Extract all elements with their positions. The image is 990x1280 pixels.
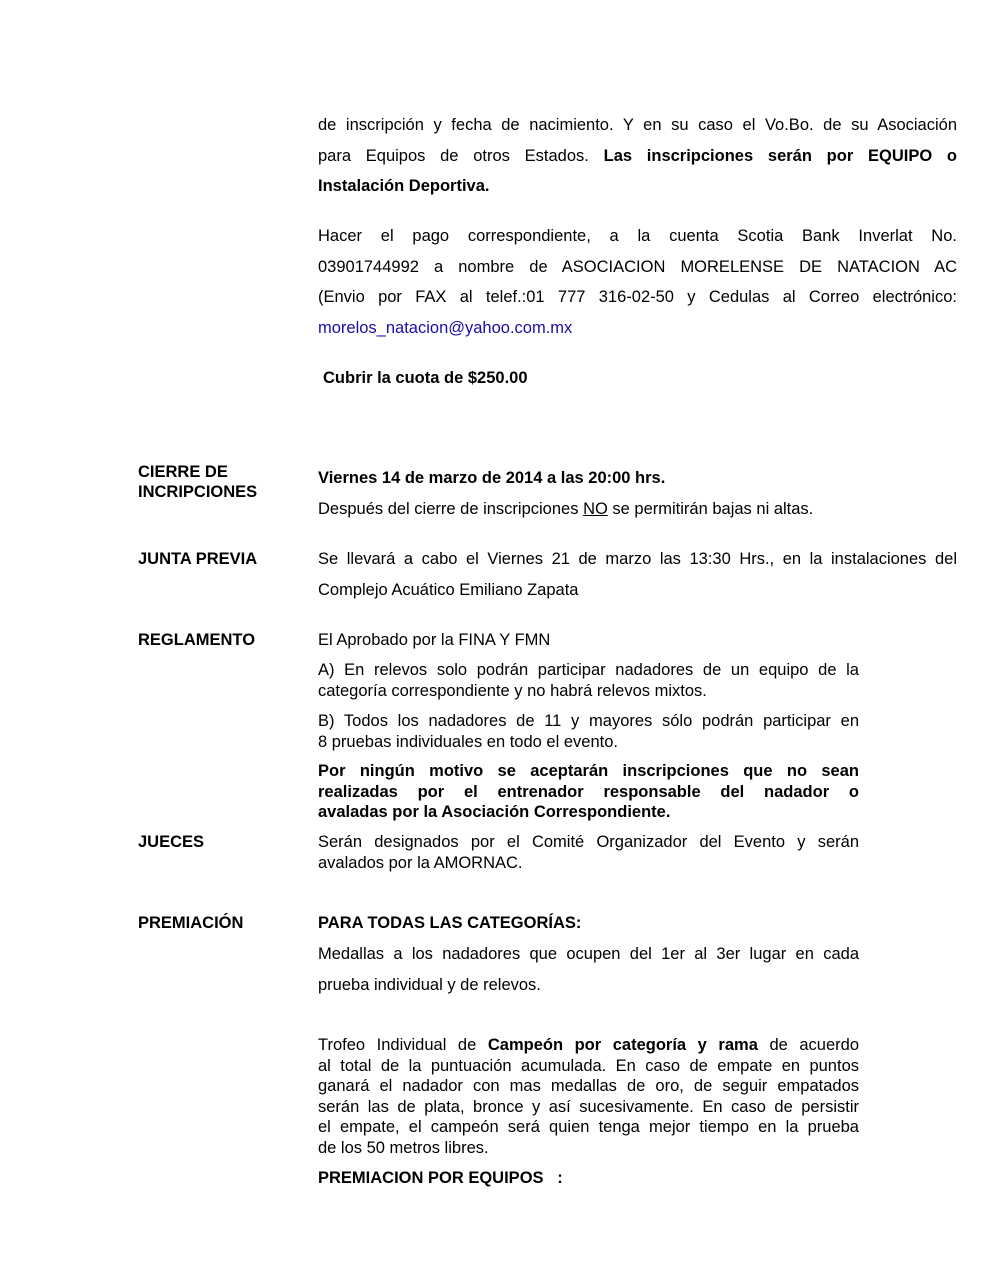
cierre-nota-underlined: NO (583, 500, 608, 518)
trofeo-line-3: ganará el nadador con mas medallas de oro, de seguir empatados (318, 1077, 859, 1095)
reglamento-b-line-1: B) Todos los nadadores de 11 y mayores sólo podrán participar en (318, 712, 859, 730)
cierre-label-line-1: CIERRE DE (138, 463, 228, 481)
medallas-paragraph (318, 939, 859, 1000)
reglamento-intro: El Aprobado por la FINA Y FMN (318, 631, 551, 649)
junta-label: JUNTA PREVIA (138, 550, 258, 568)
trofeo-bold: Campeón por categoría y rama (487, 1036, 758, 1054)
pago-line-1: Hacer el pago correspondiente, a la cuenta Scotia Bank Inverlat No. (318, 227, 957, 245)
reglamento-a-line-1: A) En relevos solo podrán participar nadadores de un equipo de la (318, 661, 859, 679)
jueces-paragraph (318, 832, 859, 873)
medallas-line-1: Medallas a los nadadores que ocupen del 1er al 3er lugar en cada (318, 945, 859, 963)
premiacion-equipos-heading: PREMIACION POR EQUIPOS : (318, 1169, 563, 1187)
junta-paragraph (318, 544, 957, 605)
trofeo-suffix: de acuerdo (769, 1036, 860, 1054)
reglamento-c-line-3: avaladas por la Asociación Correspondiente. (318, 803, 671, 821)
cierre-nota (318, 499, 813, 519)
medallas-line-2: prueba individual y de relevos. (318, 975, 541, 994)
jueces-line-2: avalados por la AMORNAC. (318, 853, 523, 872)
trofeo-line-5: el empate, el campeón será quien tenga mejor tiempo en la prueba (318, 1118, 859, 1136)
cierre-label-line-2: INCRIPCIONES (138, 483, 258, 501)
inscripcion-line-3: Instalación Deportiva. (318, 177, 490, 195)
email-link[interactable]: morelos_natacion@yahoo.com.mx (318, 318, 573, 337)
trofeo-line-1 (318, 1035, 859, 1056)
pago-email-line (318, 313, 957, 344)
junta-line-1: Se llevará a cabo el Viernes 21 de marzo las 13:30 Hrs., en la instalaciones del (318, 550, 957, 568)
pago-line-2: 03901744992 a nombre de ASOCIACION MORELENSE DE NATACION AC (318, 257, 957, 276)
reglamento-c-line-1: Por ningún motivo se aceptarán inscripciones que no sean (318, 762, 859, 780)
reglamento-a-line-2: categoría correspondiente y no habrá relevos mixtos. (318, 681, 707, 700)
reglamento-item-c (318, 761, 859, 823)
cierre-label (138, 462, 257, 502)
cuota-text: Cubrir la cuota de $250.00 (323, 369, 528, 387)
reglamento-c-line-2: realizadas por el entrenador responsable del nadador o (318, 782, 859, 801)
jueces-label: JUECES (138, 833, 205, 851)
junta-line-2: Complejo Acuático Emiliano Zapata (318, 580, 579, 599)
pago-line-3: (Envio por FAX al telef.:01 777 316-02-50 y Cedulas al Correo electrónico: (318, 288, 957, 306)
trofeo-line-6: de los 50 metros libres. (318, 1138, 489, 1157)
inscripcion-paragraph (318, 110, 957, 202)
premiacion-heading: PARA TODAS LAS CATEGORÍAS: (318, 914, 582, 932)
reglamento-item-b (318, 711, 859, 752)
cierre-fecha: Viernes 14 de marzo de 2014 a las 20:00 hrs. (318, 469, 666, 487)
cierre-nota-after: se permitirán bajas ni altas. (612, 500, 814, 518)
inscripcion-line-2-normal: para Equipos de otros Estados. (318, 146, 589, 165)
reglamento-b-line-2: 8 pruebas individuales en todo el evento. (318, 732, 618, 751)
premiacion-label: PREMIACIÓN (138, 914, 244, 932)
trofeo-line-4: serán las de plata, bronce y así sucesivamente. En caso de persistir (318, 1097, 859, 1116)
reglamento-item-a (318, 660, 859, 701)
jueces-line-1: Serán designados por el Comité Organizador del Evento y serán (318, 833, 859, 851)
trofeo-paragraph (318, 1035, 859, 1158)
trofeo-line-2: al total de la puntuación acumulada. En caso de empate en puntos (318, 1056, 859, 1075)
trofeo-prefix: Trofeo Individual de (318, 1036, 477, 1054)
pago-paragraph (318, 221, 957, 343)
reglamento-label: REGLAMENTO (138, 631, 256, 649)
inscripcion-line-2-bold: Las inscripciones serán por EQUIPO o (603, 146, 957, 165)
inscripcion-line-1: de inscripción y fecha de nacimiento. Y en su caso el Vo.Bo. de su Asociación (318, 116, 957, 134)
cierre-nota-before: Después del cierre de inscripciones (318, 500, 579, 518)
inscripcion-line-2 (318, 141, 957, 172)
